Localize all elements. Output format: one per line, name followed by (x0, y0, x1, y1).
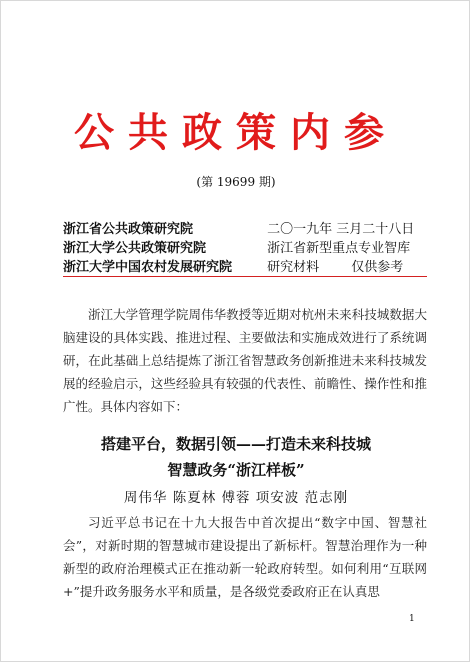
intro-paragraph: 浙江大学管理学院周伟华教授等近期对杭州未来科技城数据大脑建设的具体实践、推进过程、主要做法和实施成效进行了系统调研，在此基础上总结提炼了浙江省智慧政务创新推进未来科技城发展的经验启示，这些经验具有较强的代表性、前瞻性、操作性和推广性。具体内容如下： (63, 307, 427, 414)
publisher-2: 浙江大学公共政策研究院 (63, 241, 207, 256)
page-number: 1 (409, 614, 415, 624)
info-row-2 (63, 237, 410, 256)
info-row-1 (63, 218, 414, 237)
article-headline-line2: 智慧政务“浙江样板” (167, 461, 305, 479)
author-list: 周伟华 陈夏林 傅蓉 项安波 范志刚 (123, 490, 349, 506)
publish-date: 二〇一九年 三月二十八日 (267, 222, 415, 237)
masthead-title: 公共政策内参 (74, 109, 398, 156)
body-paragraph: 习近平总书记在十九大报告中首次提出“数字中国、智慧社会”，对新时期的智慧城市建设提出了新标杆。智慧治理作为一种新型的政府治理模式正在推动新一轮政府转型。如何利用“互联网+”提升政务服务水平和质量，是各级党委政府正在认真思 (63, 515, 427, 599)
research-material-label: 研究材料 (267, 260, 320, 275)
think-tank-label: 浙江省新型重点专业智库 (267, 241, 411, 256)
issue-number: (第 19699 期) (196, 175, 276, 189)
article-headline-line1: 搭建平台，数据引领——打造未来科技城 (100, 435, 371, 453)
publisher-1: 浙江省公共政策研究院 (63, 222, 194, 237)
for-reference-label: 仅供参考 (351, 260, 404, 275)
info-row-3 (63, 256, 403, 275)
material-note (267, 256, 403, 275)
header-divider (63, 276, 427, 277)
publisher-3: 浙江大学中国农村发展研究院 (63, 260, 233, 275)
